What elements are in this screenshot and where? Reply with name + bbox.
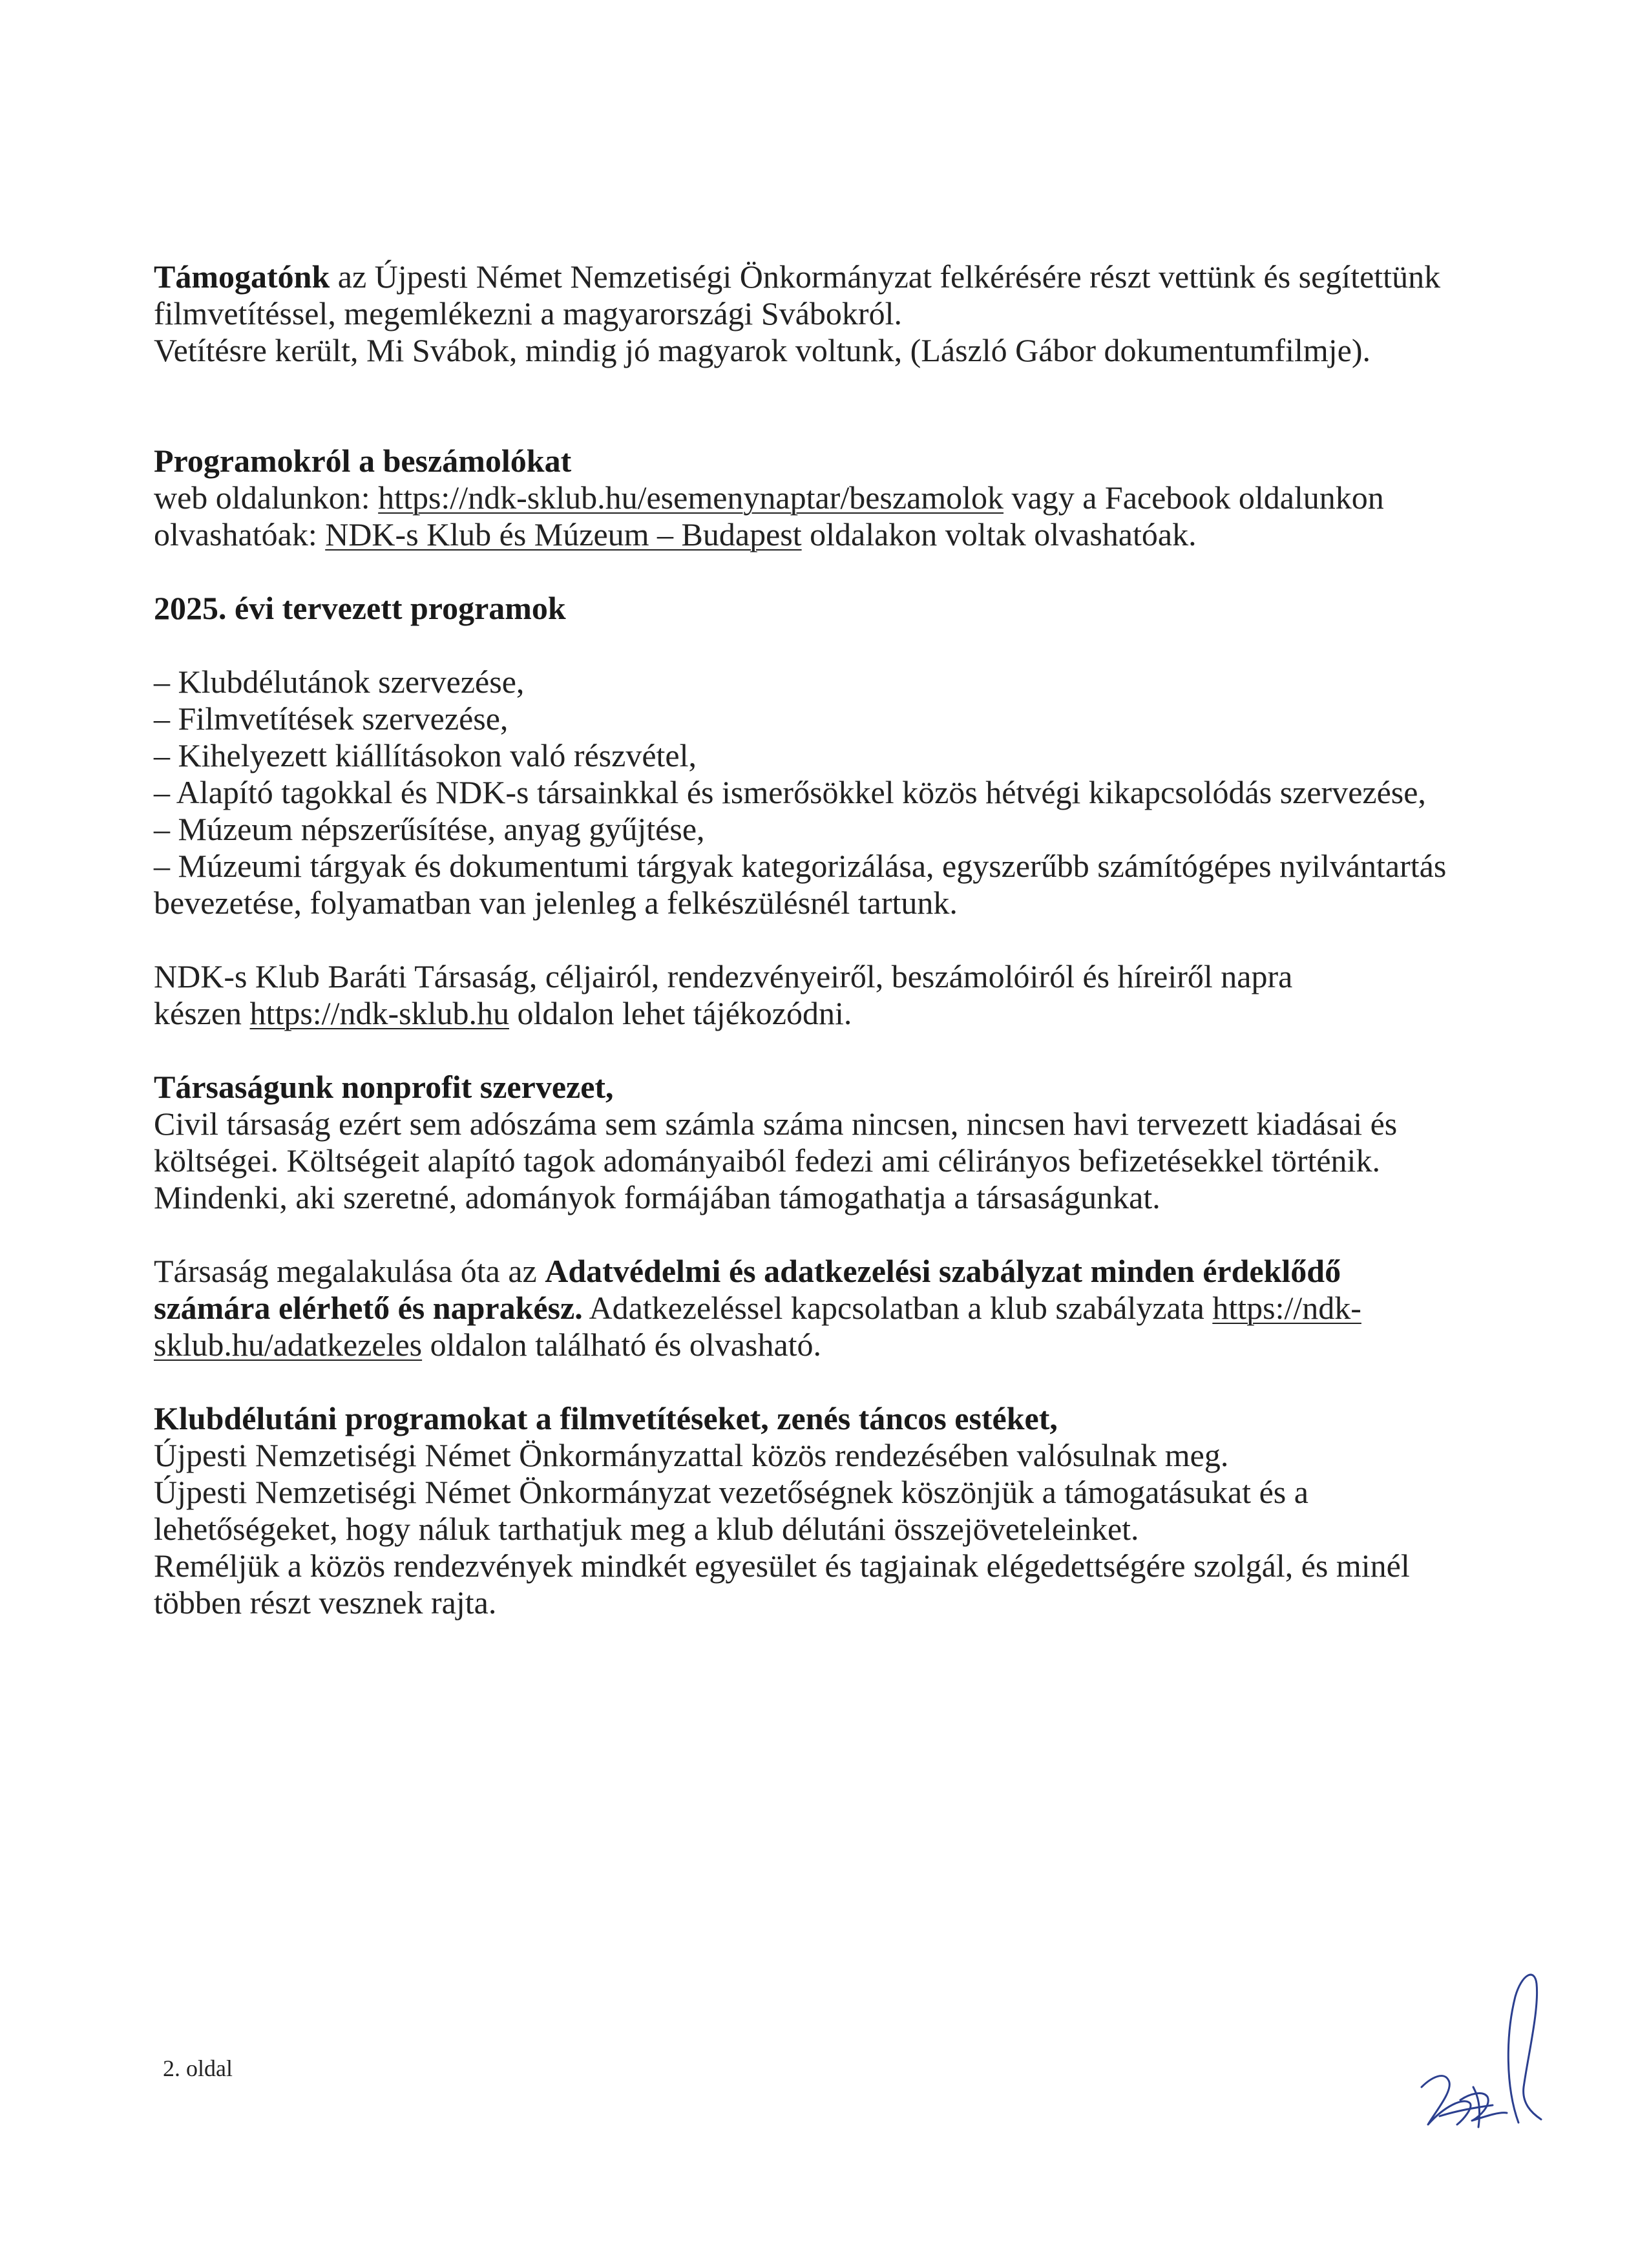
nonprofit-line-3: Mindenki, aki szeretné, adományok formájában támogathatja a társaságunkat. [154,1179,1161,1215]
plans-list-item: – Filmvetítések szervezése, [154,700,509,737]
intro-line-2: filmvetítéssel, megemlékezni a magyarországi Svábokról. [154,295,902,331]
reports-line-1-pre: web oldalunkon: [154,479,379,516]
plans-list-item: – Alapító tagokkal és NDK-s társainkkal és ismerősökkel közös hétvégi kikapcsolódás szervezése, [154,774,1426,810]
intro-bold: Támogatónk [154,258,330,295]
intro-line-1: az Újpesti Német Nemzetiségi Önkormányzat felkérésére részt vettünk és segítettünk [330,258,1441,295]
nonprofit-paragraph [154,1069,1472,1216]
reports-paragraph [154,443,1472,553]
privacy-bold-2: számára elérhető és naprakész. [154,1290,583,1326]
privacy-line-2-rest: Adatkezeléssel kapcsolatban a klub szabályzata [582,1290,1213,1326]
plans-heading-paragraph [154,590,1472,627]
privacy-link-part-1[interactable]: https://ndk- [1212,1290,1361,1326]
club-line-2-post: oldalon lehet tájékozódni. [509,995,852,1031]
afternoons-line-4: Reméljük a közös rendezvények mindkét egyesület és tagjainak elégedettségére szolgál, és minél [154,1548,1410,1584]
privacy-link-part-2[interactable]: sklub.hu/adatkezeles [154,1327,423,1363]
reports-line-1-post: vagy a Facebook oldalunkon [1003,479,1384,516]
afternoons-paragraph [154,1400,1472,1621]
afternoons-line-2: Újpesti Nemzetiségi Német Önkormányzat vezetőségnek köszönjük a támogatásukat és a [154,1474,1308,1510]
privacy-line-3-post: oldalon található és olvasható. [422,1327,822,1363]
plans-list-item: – Kihelyezett kiállításokon való részvétel, [154,737,697,773]
reports-line-2-pre: olvashatóak: [154,516,326,552]
plans-list-item-continuation: bevezetése, folyamatban van jelenleg a felkészülésnél tartunk. [154,885,958,921]
afternoons-line-5: többen részt vesznek rajta. [154,1584,497,1621]
intro-line-3: Vetítésre került, Mi Svábok, mindig jó magyarok voltunk, (László Gábor dokumentumfilmje). [154,332,1371,368]
afternoons-line-1: Újpesti Nemzetiségi Német Önkormányzattal közös rendezésében valósulnak meg. [154,1437,1229,1473]
intro-paragraph [154,258,1472,369]
page-number: 2. oldal [163,2055,233,2081]
signature-image [1409,1958,1570,2152]
plans-list-item: – Múzeumi tárgyak és dokumentumi tárgyak kategorizálása, egyszerűbb számítógépes nyilvántartás [154,848,1447,884]
document-body [154,258,1472,1621]
club-link-website[interactable]: https://ndk-sklub.hu [249,995,509,1031]
nonprofit-line-1: Civil társaság ezért sem adószáma sem számla száma nincsen, nincsen havi tervezett kiadásai és [154,1106,1398,1142]
reports-link-facebook[interactable]: NDK-s Klub és Múzeum – Budapest [325,516,802,552]
club-line-2-pre: készen [154,995,250,1031]
privacy-bold-1: Adatvédelmi és adatkezelési szabályzat minden érdeklődő [545,1253,1341,1289]
reports-link-website[interactable]: https://ndk-sklub.hu/esemenynaptar/beszamolok [378,479,1004,516]
privacy-line-1-pre: Társaság megalakulása óta az [154,1253,545,1289]
plans-heading: 2025. évi tervezett programok [154,590,566,626]
plans-list-item: – Klubdélutánok szervezése, [154,664,525,700]
privacy-paragraph [154,1253,1472,1363]
plans-list [154,664,1472,921]
afternoons-line-3: lehetőségeket, hogy náluk tarthatjuk meg a klub délutáni összejöveteleinket. [154,1511,1139,1547]
afternoons-heading: Klubdélutáni programokat a filmvetítéseket, zenés táncos estéket, [154,1400,1058,1436]
nonprofit-line-2: költségei. Költségeit alapító tagok adományaiból fedezi ami célirányos befizetésekkel történik. [154,1142,1380,1179]
nonprofit-heading: Társaságunk nonprofit szervezet, [154,1069,614,1105]
reports-line-2-post: oldalakon voltak olvashatóak. [801,516,1197,552]
club-paragraph [154,958,1472,1032]
club-line-1: NDK-s Klub Baráti Társaság, céljairól, rendezvényeiről, beszámolóiról és híreiről napra [154,958,1293,994]
plans-list-item: – Múzeum népszerűsítése, anyag gyűjtése, [154,811,705,847]
reports-heading: Programokról a beszámolókat [154,443,572,479]
